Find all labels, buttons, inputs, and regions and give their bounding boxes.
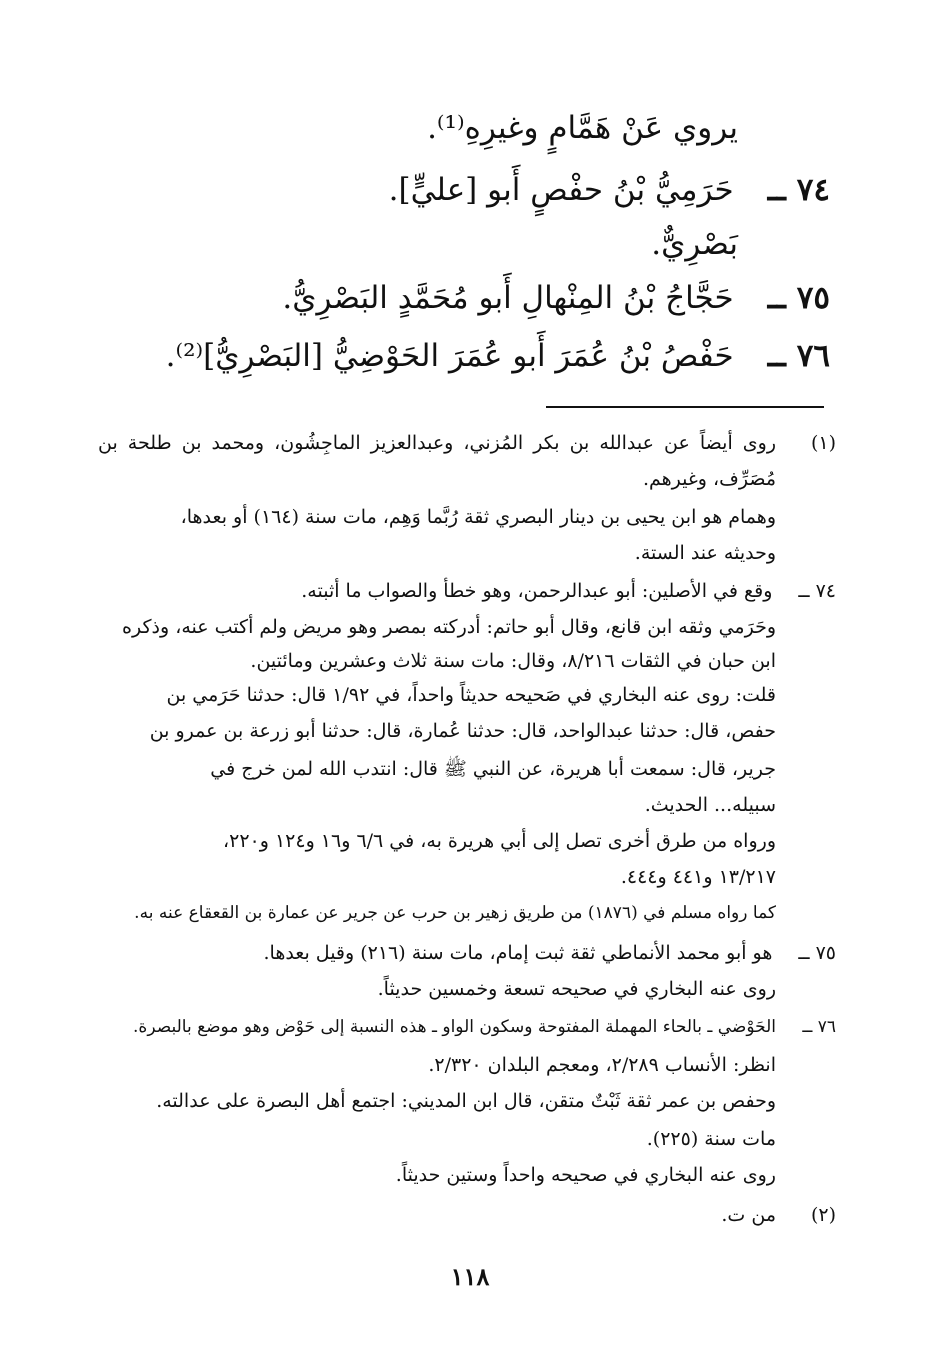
- footnote-line: [98, 828, 776, 854]
- main-entry-text: يروي عَنْ هَمَّامٍ وغيرِهِ⁽¹⁾.: [427, 110, 738, 146]
- main-entry-75: [90, 276, 830, 320]
- footnote-line: [98, 940, 836, 966]
- footnote-text: مُصَرِّف، وغيرهم.: [642, 468, 776, 490]
- footnote-line: [98, 900, 776, 926]
- footnote-line: [98, 540, 776, 566]
- footnote-line: [98, 1202, 836, 1228]
- footnote-line: [98, 430, 836, 456]
- footnote-text: ١٣/٢١٧ و٤٤١ و٤٤٤.: [620, 866, 776, 888]
- footnote-text: وقع في الأصلين: أبو عبدالرحمن، وهو خطأ والصواب ما أثبته.: [301, 580, 773, 602]
- footnote-number: (٢): [810, 1204, 836, 1226]
- footnote-text: وحفص بن عمر ثقة ثَبْتٌ متقن، قال ابن المديني: اجتمع أهل البصرة على عدالته.: [156, 1090, 776, 1112]
- footnote-line: [98, 578, 836, 604]
- footnote-line: [98, 1052, 776, 1078]
- footnote-line: [98, 466, 776, 492]
- footnote-text: روى عنه البخاري في صحيحه تسعة وخمسين حديثاً.: [377, 978, 776, 1000]
- footnote-number: ٧٦ ــ: [802, 1017, 836, 1037]
- footnote-line: [98, 648, 776, 674]
- footnote-text: هو أبو محمد الأنماطي ثقة ثبت إمام، مات سنة (٢١٦) وقيل بعدها.: [263, 942, 773, 964]
- footnote-text: حفص، قال: حدثنا عبدالواحد، قال: حدثنا عُمارة، قال: حدثنا أبو زرعة بن عمرو بن: [149, 720, 776, 742]
- footnote-line: [98, 718, 776, 744]
- main-entry-76: [90, 334, 830, 378]
- footnote-line: [98, 1088, 776, 1114]
- entry-number: ٧٥ ــ: [767, 280, 830, 316]
- entry-number: ٧٦ ــ: [767, 338, 830, 374]
- footnote-line: [98, 1126, 776, 1152]
- footnote-text: مات سنة (٢٢٥).: [646, 1128, 776, 1150]
- footnote-text: روى عنه البخاري في صحيحه واحداً وستين حديثاً.: [395, 1164, 776, 1186]
- footnote-number: ٧٤ ــ: [798, 580, 836, 602]
- footnote-text: من ت.: [721, 1204, 776, 1226]
- footnote-text: انظر: الأنساب ٢/٢٨٩، ومعجم البلدان ٢/٣٢٠.: [428, 1054, 776, 1076]
- main-entry-74: [90, 168, 830, 212]
- footnote-line: [98, 864, 776, 890]
- main-entry-74-continuation: [90, 222, 830, 266]
- footnote-line: [98, 682, 776, 708]
- entry-number: ٧٤ ــ: [767, 172, 830, 208]
- footnote-text: جرير، قال: سمعت أبا هريرة، عن النبي ﷺ قال: انتدب الله لمن خرج في: [210, 758, 776, 780]
- footnote-text: وحديثه عند الستة.: [634, 542, 776, 564]
- main-entry-text: بَصْرِيٌّ.: [651, 226, 738, 262]
- footnote-line: [98, 614, 776, 640]
- footnote-text: قلت: روى عنه البخاري في صَحيحه حديثاً واحداً، في ١/٩٢ قال: حدثنا حَرَمي بن: [166, 684, 776, 706]
- footnote-line: [98, 756, 776, 782]
- footnote-line: [98, 1162, 776, 1188]
- footnote-separator: [546, 406, 824, 408]
- footnote-line: [98, 504, 776, 530]
- footnote-text: ابن حبان في الثقات ٨/٢١٦، وقال: مات سنة ثلاث وعشرين ومائتين.: [250, 650, 776, 672]
- footnote-text: ورواه من طرق أخرى تصل إلى أبي هريرة به، في ٦/٦ و١٦ و١٢٤ و٢٢٠،: [222, 830, 776, 852]
- main-entry-continuation: [90, 106, 830, 150]
- footnote-text: روى أيضاً عن عبدالله بن بكر المُزني، وعبدالعزيز الماجِشُون، ومحمد بن طلحة بن: [98, 432, 776, 454]
- footnote-number: (١): [810, 432, 836, 454]
- main-entry-text: حَجَّاجُ بْنُ المِنْهالِ أَبو مُحَمَّدٍ البَصْرِيُّ.: [282, 280, 734, 316]
- footnote-text: سبيله... الحديث.: [644, 794, 776, 816]
- main-entry-text: حَفْصُ بْنُ عُمَرَ أَبو عُمَرَ الحَوْضِيُّ [البَصْرِيُّ]⁽²⁾.: [165, 338, 734, 374]
- footnote-text: وحَرَمي وثقه ابن قانع، وقال أبو حاتم: أدركته بمصر وهو مريض ولم أكتب عنه، وذكره: [122, 616, 776, 638]
- footnote-number: ٧٥ ــ: [798, 942, 836, 964]
- footnote-text: كما رواه مسلم في (١٨٧٦) من طريق زهير بن حرب عن جرير عن عمارة بن القعقاع عنه به.: [134, 903, 776, 923]
- footnote-text: وهمام هو ابن يحيى بن دينار البصري ثقة رُبَّما وَهِم، مات سنة (١٦٤) أو بعدها،: [180, 506, 776, 528]
- footnote-line: [98, 792, 776, 818]
- footnote-text: الحَوْضي ـ بالحاء المهملة المفتوحة وسكون الواو ـ هذه النسبة إلى حَوْض وهو موضع بالبصرة.: [133, 1017, 776, 1037]
- footnote-line: [98, 1014, 836, 1040]
- page-number: ١١٨: [450, 1262, 490, 1291]
- footnote-line: [98, 976, 776, 1002]
- main-entry-text: حَرَمِيُّ بْنُ حفْصٍ أَبو [عليٍّ].: [388, 172, 734, 208]
